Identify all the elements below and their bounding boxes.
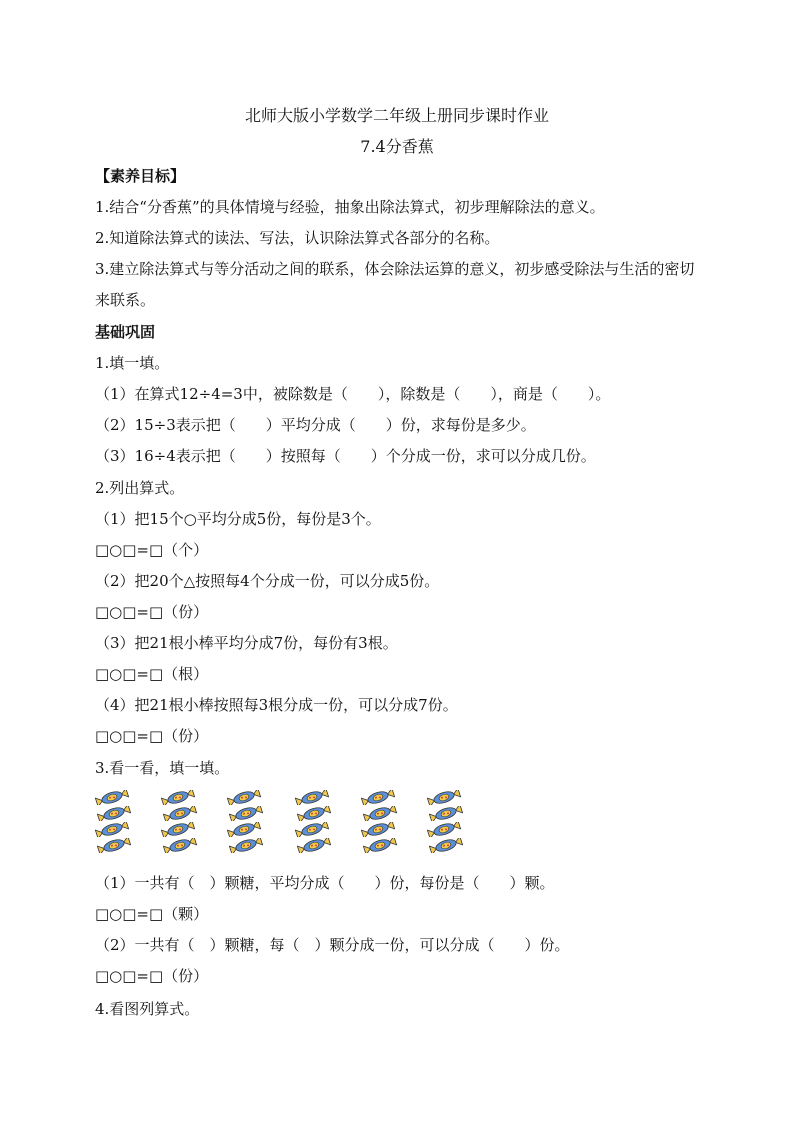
candy-group — [161, 790, 201, 860]
candy-icon — [361, 790, 395, 805]
candy-icon — [229, 838, 263, 853]
candy-icon — [97, 806, 131, 821]
candy-group — [95, 790, 135, 860]
candy-icon — [227, 822, 261, 837]
q2-formula-4: □○□=□（份） — [95, 727, 209, 745]
candy-group — [295, 790, 335, 860]
candy-icon — [295, 822, 329, 837]
q2-formula-2: □○□=□（份） — [95, 603, 209, 621]
candy-icon — [227, 790, 261, 805]
q2-item-1: （1）把15个○平均分成5份，每份是3个。 — [95, 510, 381, 528]
candy-icon — [229, 806, 263, 821]
q1-item-2: （2）15÷3表示把（ ）平均分成（ ）份，求每份是多少。 — [95, 416, 536, 434]
candy-group — [427, 790, 467, 860]
q2-formula-1: □○□=□（个） — [95, 541, 209, 559]
q3-item-2: （2）一共有（ ）颗糖，每（ ）颗分成一份，可以分成（ ）份。 — [95, 936, 570, 954]
candy-icon — [163, 806, 197, 821]
candy-icon — [361, 822, 395, 837]
candy-icon — [363, 806, 397, 821]
goal-item-1: 1.结合“分香蕉”的具体情境与经验，抽象出除法算式，初步理解除法的意义。 — [95, 198, 605, 216]
candy-icon — [427, 822, 461, 837]
candy-icon — [97, 838, 131, 853]
candy-icon — [427, 790, 461, 805]
q1-item-3: （3）16÷4表示把（ ）按照每（ ）个分成一份，求可以分成几份。 — [95, 447, 596, 465]
goal-item-2: 2.知道除法算式的读法、写法，认识除法算式各部分的名称。 — [95, 229, 500, 247]
candy-icon — [163, 838, 197, 853]
q3-formula-2: □○□=□（份） — [95, 967, 209, 985]
q1-title: 1.填一填。 — [95, 354, 170, 372]
candy-icon — [295, 790, 329, 805]
candy-icon — [429, 838, 463, 853]
candy-icon — [95, 790, 129, 805]
candy-icon — [95, 822, 129, 837]
section-heading: 基础巩固 — [95, 323, 156, 341]
candy-group — [361, 790, 401, 860]
candy-icon — [429, 806, 463, 821]
candy-icon — [161, 790, 195, 805]
candy-group — [227, 790, 267, 860]
q2-item-2: （2）把20个△按照每4个分成一份，可以分成5份。 — [95, 572, 440, 590]
q3-item-1: （1）一共有（ ）颗糖，平均分成（ ）份，每份是（ ）颗。 — [95, 874, 555, 892]
candy-groups-image — [95, 790, 495, 860]
goal-item-3: 3.建立除法算式与等分活动之间的联系，体会除法运算的意义，初步感受除法与生活的密切来联系。 — [95, 260, 695, 309]
candy-icon — [363, 838, 397, 853]
candy-icon — [297, 838, 331, 853]
worksheet-title: 北师大版小学数学二年级上册同步课时作业 — [244, 106, 549, 125]
q2-formula-3: □○□=□（根） — [95, 665, 209, 683]
q1-item-1: （1）在算式12÷4=3中，被除数是（ ），除数是（ ），商是（ ）。 — [95, 385, 611, 403]
q2-item-3: （3）把21根小棒平均分成7份，每份有3根。 — [95, 634, 398, 652]
q2-item-4: （4）把21根小棒按照每3根分成一份，可以分成7份。 — [95, 696, 458, 714]
q2-title: 2.列出算式。 — [95, 479, 185, 497]
q4-title: 4.看图列算式。 — [95, 1000, 200, 1018]
q3-title: 3.看一看，填一填。 — [95, 759, 230, 777]
goals-heading: 【素养目标】 — [95, 167, 186, 185]
candy-icon — [297, 806, 331, 821]
q3-formula-1: □○□=□（颗） — [95, 905, 209, 923]
lesson-subtitle: 7.4分香蕉 — [360, 137, 434, 156]
candy-icon — [161, 822, 195, 837]
